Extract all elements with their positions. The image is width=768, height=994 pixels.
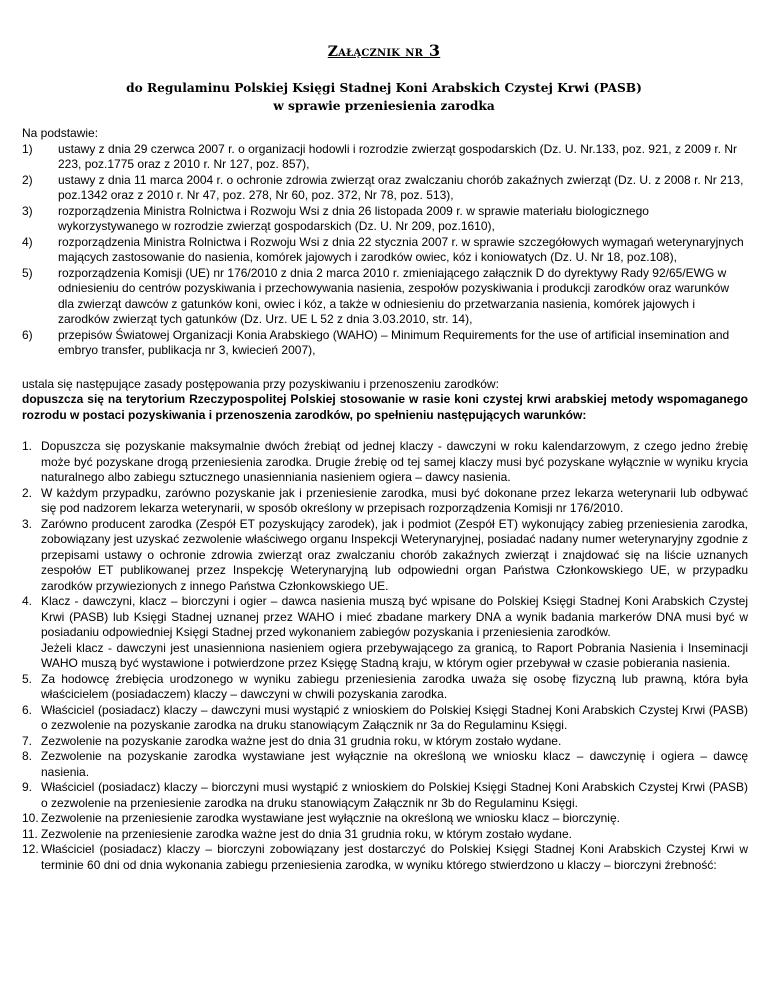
title-number: 3	[423, 41, 441, 60]
list-item-number: 12.	[22, 842, 39, 856]
list-item-number: 4.	[22, 594, 33, 608]
list-item	[22, 517, 748, 595]
list-item	[22, 204, 748, 235]
list-item-text: Zezwolenie na przeniesienie zarodka wystawiane jest wyłącznie na określoną we wniosku klacz – biorczynię.	[41, 811, 620, 825]
list-item	[22, 266, 748, 328]
page-subtitle	[0, 79, 768, 115]
list-item-number: 4)	[22, 234, 33, 249]
list-item-extra-text: Jeżeli klacz - dawczyni jest unasienniona nasieniem ogiera przebywającego za granicą, to Raport Pobrania Nasienia i Inseminacji WAHO muszą być wystawione i potwierdzone przez Księgę Stadną kraju, w którym ogier przebywał w czasie pobierania nasienia.	[41, 640, 748, 670]
list-item-number: 9.	[22, 780, 33, 794]
list-item-number: 3.	[22, 516, 33, 531]
list-item	[22, 328, 748, 359]
list-item-text: Zarówno producent zarodka (Zespół ET pozyskujący zarodek), jak i podmiot (Zespół ET) wykonujący zabieg przeniesienia zarodka, zobowiązany jest uzyskać zezwolenie właściwego organu Inspekcji Weterynaryjnej, posiadać nadany numer weterynaryjny zgodnie z przepisami ustawy o ochronie zdrowia zwierząt oraz zwalczaniu chorób zakaźnych zwierząt i znajdować się na liście uznanych zespołów ET publikowanej przez Inspekcję Weterynaryjną lub odpowiedni organ Państwa Członkowskiego UE, w przypadku zarodków przywiezionych z innego Państwa Członkowskiego UE.	[41, 516, 748, 593]
spacer	[22, 423, 748, 439]
list-item	[22, 173, 748, 204]
list-item-number: 1.	[22, 439, 33, 453]
list-item-number: 3)	[22, 203, 33, 218]
list-item-number: 2)	[22, 172, 33, 187]
rules-list	[22, 439, 748, 873]
statement-text: ustala się następujące zasady postępowania przy pozyskiwaniu i przenoszeniu zarodków:	[22, 376, 499, 391]
list-item-number: 6.	[22, 702, 33, 717]
list-item	[22, 780, 748, 811]
list-item-text: Zezwolenie na pozyskanie zarodka ważne jest do dnia 31 grudnia roku, w którym zostało wydane.	[41, 733, 562, 748]
list-item-text: Za hodowcę źrebięcia urodzonego w wyniku zabiegu przeniesienia zarodka uważa się osobę fizyczną lub prawną, która była właścicielem (posiadaczem) klaczy – dawczyni w chwili pozyskania zarodka.	[41, 671, 748, 701]
list-item	[22, 142, 748, 173]
list-item-text: przepisów Światowej Organizacji Konia Arabskiego (WAHO) – Minimum Requirements for the use of artificial insemination and embryo transfer, publikacja nr 3, kwiecień 2007),	[58, 327, 730, 357]
list-item-text: rozporządzenia Komisji (UE) nr 176/2010 z dnia 2 marca 2010 r. zmieniającego załącznik D do dyrektywy Rady 92/65/EWG w odniesieniu do centrów pozyskiwania i przechowywania nasienia, zespołów pozyskiwania i produkcji zarodków oraz warunków dla zwierząt dawców z gatunków koni, owiec i kóz, a także w odniesieniu do przetwarzania nasienia, komórek jajowych i zarodków zwierząt tych gatunków (Dz. Urz. UE L 52 z dnia 3.03.2010, str. 14),	[58, 265, 730, 326]
list-item	[22, 594, 748, 672]
list-item-number: 10.	[22, 811, 39, 825]
bold-statement: dopuszcza się na terytorium Rzeczypospolitej Polskiej stosowanie w rasie koni czystej krwi arabskiej metody wspomaganego rozrodu w postaci pozyskiwania i przenoszenia zarodków, po spełnieniu następujących warunków:	[22, 392, 748, 422]
list-item-text: rozporządzenia Ministra Rolnictwa i Rozwoju Wsi z dnia 22 stycznia 2007 r. w sprawie szczegółowych wymagań weterynaryjnych mających zastosowanie do nasienia, komórek jajowych i zarodków owiec, kóz i koniowatych (Dz. U. Nr 18, poz.108),	[58, 234, 744, 264]
list-item-text: W każdym przypadku, zarówno pozyskanie jak i przeniesienie zarodka, musi być dokonane przez lekarza weterynarii lub odbywać się pod nadzorem lekarza weterynarii, w sposób określony w przepisach rozporządzenia Komisji nr 176/2010.	[41, 485, 748, 515]
legal-basis-list	[22, 142, 748, 359]
subtitle-line-2: w sprawie przeniesienia zarodka	[273, 99, 495, 113]
list-item	[22, 811, 748, 827]
list-item-number: 7.	[22, 733, 33, 748]
list-item-text: Właściciel (posiadacz) klaczy – dawczyni musi wystąpić z wnioskiem do Polskiej Księgi Stadnej Koni Arabskich Czystej Krwi (PASB) o zezwolenie na pozyskanie zarodka na druku stanowiącym Załącznik nr 3a do Regulaminu Księgi.	[41, 702, 748, 732]
spacer	[22, 359, 748, 377]
list-item-text: rozporządzenia Ministra Rolnictwa i Rozwoju Wsi z dnia 26 listopada 2009 r. w sprawie materiału biologicznego wykorzystywanego w rozrodzie zwierząt gospodarskich (Dz. U. Nr 209, poz.1610),	[58, 203, 649, 233]
list-item	[22, 703, 748, 734]
list-item	[22, 672, 748, 703]
list-item-number: 8.	[22, 749, 33, 763]
page-title	[0, 41, 768, 60]
title-label: Załącznik nr	[327, 44, 424, 60]
list-item	[22, 842, 748, 873]
document-body	[22, 126, 748, 873]
list-item-text: Właściciel (posiadacz) klaczy – biorczyni musi wystąpić z wnioskiem do Polskiej Księgi Stadnej Koni Arabskich Czystej Krwi (PASB) o zezwolenie na przeniesienie zarodka na druku stanowiącym Załącznik nr 3b do Regulaminu Księgi.	[41, 780, 748, 810]
list-item	[22, 734, 748, 750]
list-item-text: Zezwolenie na przeniesienie zarodka ważne jest do dnia 31 grudnia roku, w którym zostało wydane.	[41, 826, 572, 841]
list-item-number: 11.	[22, 826, 38, 841]
list-item-text: ustawy z dnia 29 czerwca 2007 r. o organizacji hodowli i rozrodzie zwierząt gospodarskich (Dz. U. Nr.133, poz. 921, z 2009 r. Nr 223, poz.1775 oraz z 2010 r. Nr 127, poz. 857),	[58, 141, 737, 171]
list-item-text: ustawy z dnia 11 marca 2004 r. o ochronie zdrowia zwierząt oraz zwalczaniu chorób zakaźnych zwierząt (Dz. U. z 2008 r. Nr 213, poz.1342 oraz z 2010 r. Nr 47, poz. 278, Nr 60, poz. 372, Nr 78, poz. 513),	[58, 172, 744, 202]
list-item-number: 6)	[22, 327, 33, 342]
list-item	[22, 235, 748, 266]
list-item-number: 2.	[22, 485, 33, 500]
list-item-text: Zezwolenie na pozyskanie zarodka wystawiane jest wyłącznie na określoną we wniosku klacz – dawczynię i ogiera – dawcę nasienia.	[41, 749, 748, 779]
list-item-number: 1)	[22, 141, 33, 156]
intro-text: Na podstawie:	[22, 126, 99, 140]
list-item-text: Klacz - dawczyni, klacz – biorczyni i ogier – dawca nasienia muszą być wpisane do Polskiej Księgi Stadnej Koni Arabskich Czystej Krwi (PASB) lub Księgi Stadnej uznanej przez WAHO i mieć zbadane markery DNA a wynik badania markerów DNA musi być w posiadaniu odpowiedniej Księgi Stadnej przed wykonaniem zabiegów pozyskania i przeniesienia zarodków.	[41, 594, 748, 639]
list-item-text: Dopuszcza się pozyskanie maksymalnie dwóch źrebiąt od jednej klaczy - dawczyni w roku kalendarzowym, z czego jedno źrebię może być pozyskane drogą przeniesienia zarodka. Drugie źrebię od tej samej klaczy musi być pozyskane wyłącznie w wyniku krycia naturalnego albo zabiegu sztucznego unasienniania nasieniem ogiera – dawcy nasienia.	[41, 439, 748, 484]
list-item-text: Właściciel (posiadacz) klaczy – biorczyni zobowiązany jest dostarczyć do Polskiej Księgi Stadnej Koni Arabskich Czystej Krwi w terminie 60 dni od dnia wykonania zabiegu przeniesienia zarodka, w wyniku którego stwierdzono u klaczy – biorczyni źrebność:	[41, 842, 748, 872]
list-item-number: 5.	[22, 671, 33, 686]
list-item	[22, 439, 748, 486]
list-item-number: 5)	[22, 265, 33, 280]
list-item	[22, 749, 748, 780]
list-item	[22, 827, 748, 843]
subtitle-line-1: do Regulaminu Polskiej Księgi Stadnej Koni Arabskich Czystej Krwi (PASB)	[126, 81, 642, 95]
list-item	[22, 486, 748, 517]
